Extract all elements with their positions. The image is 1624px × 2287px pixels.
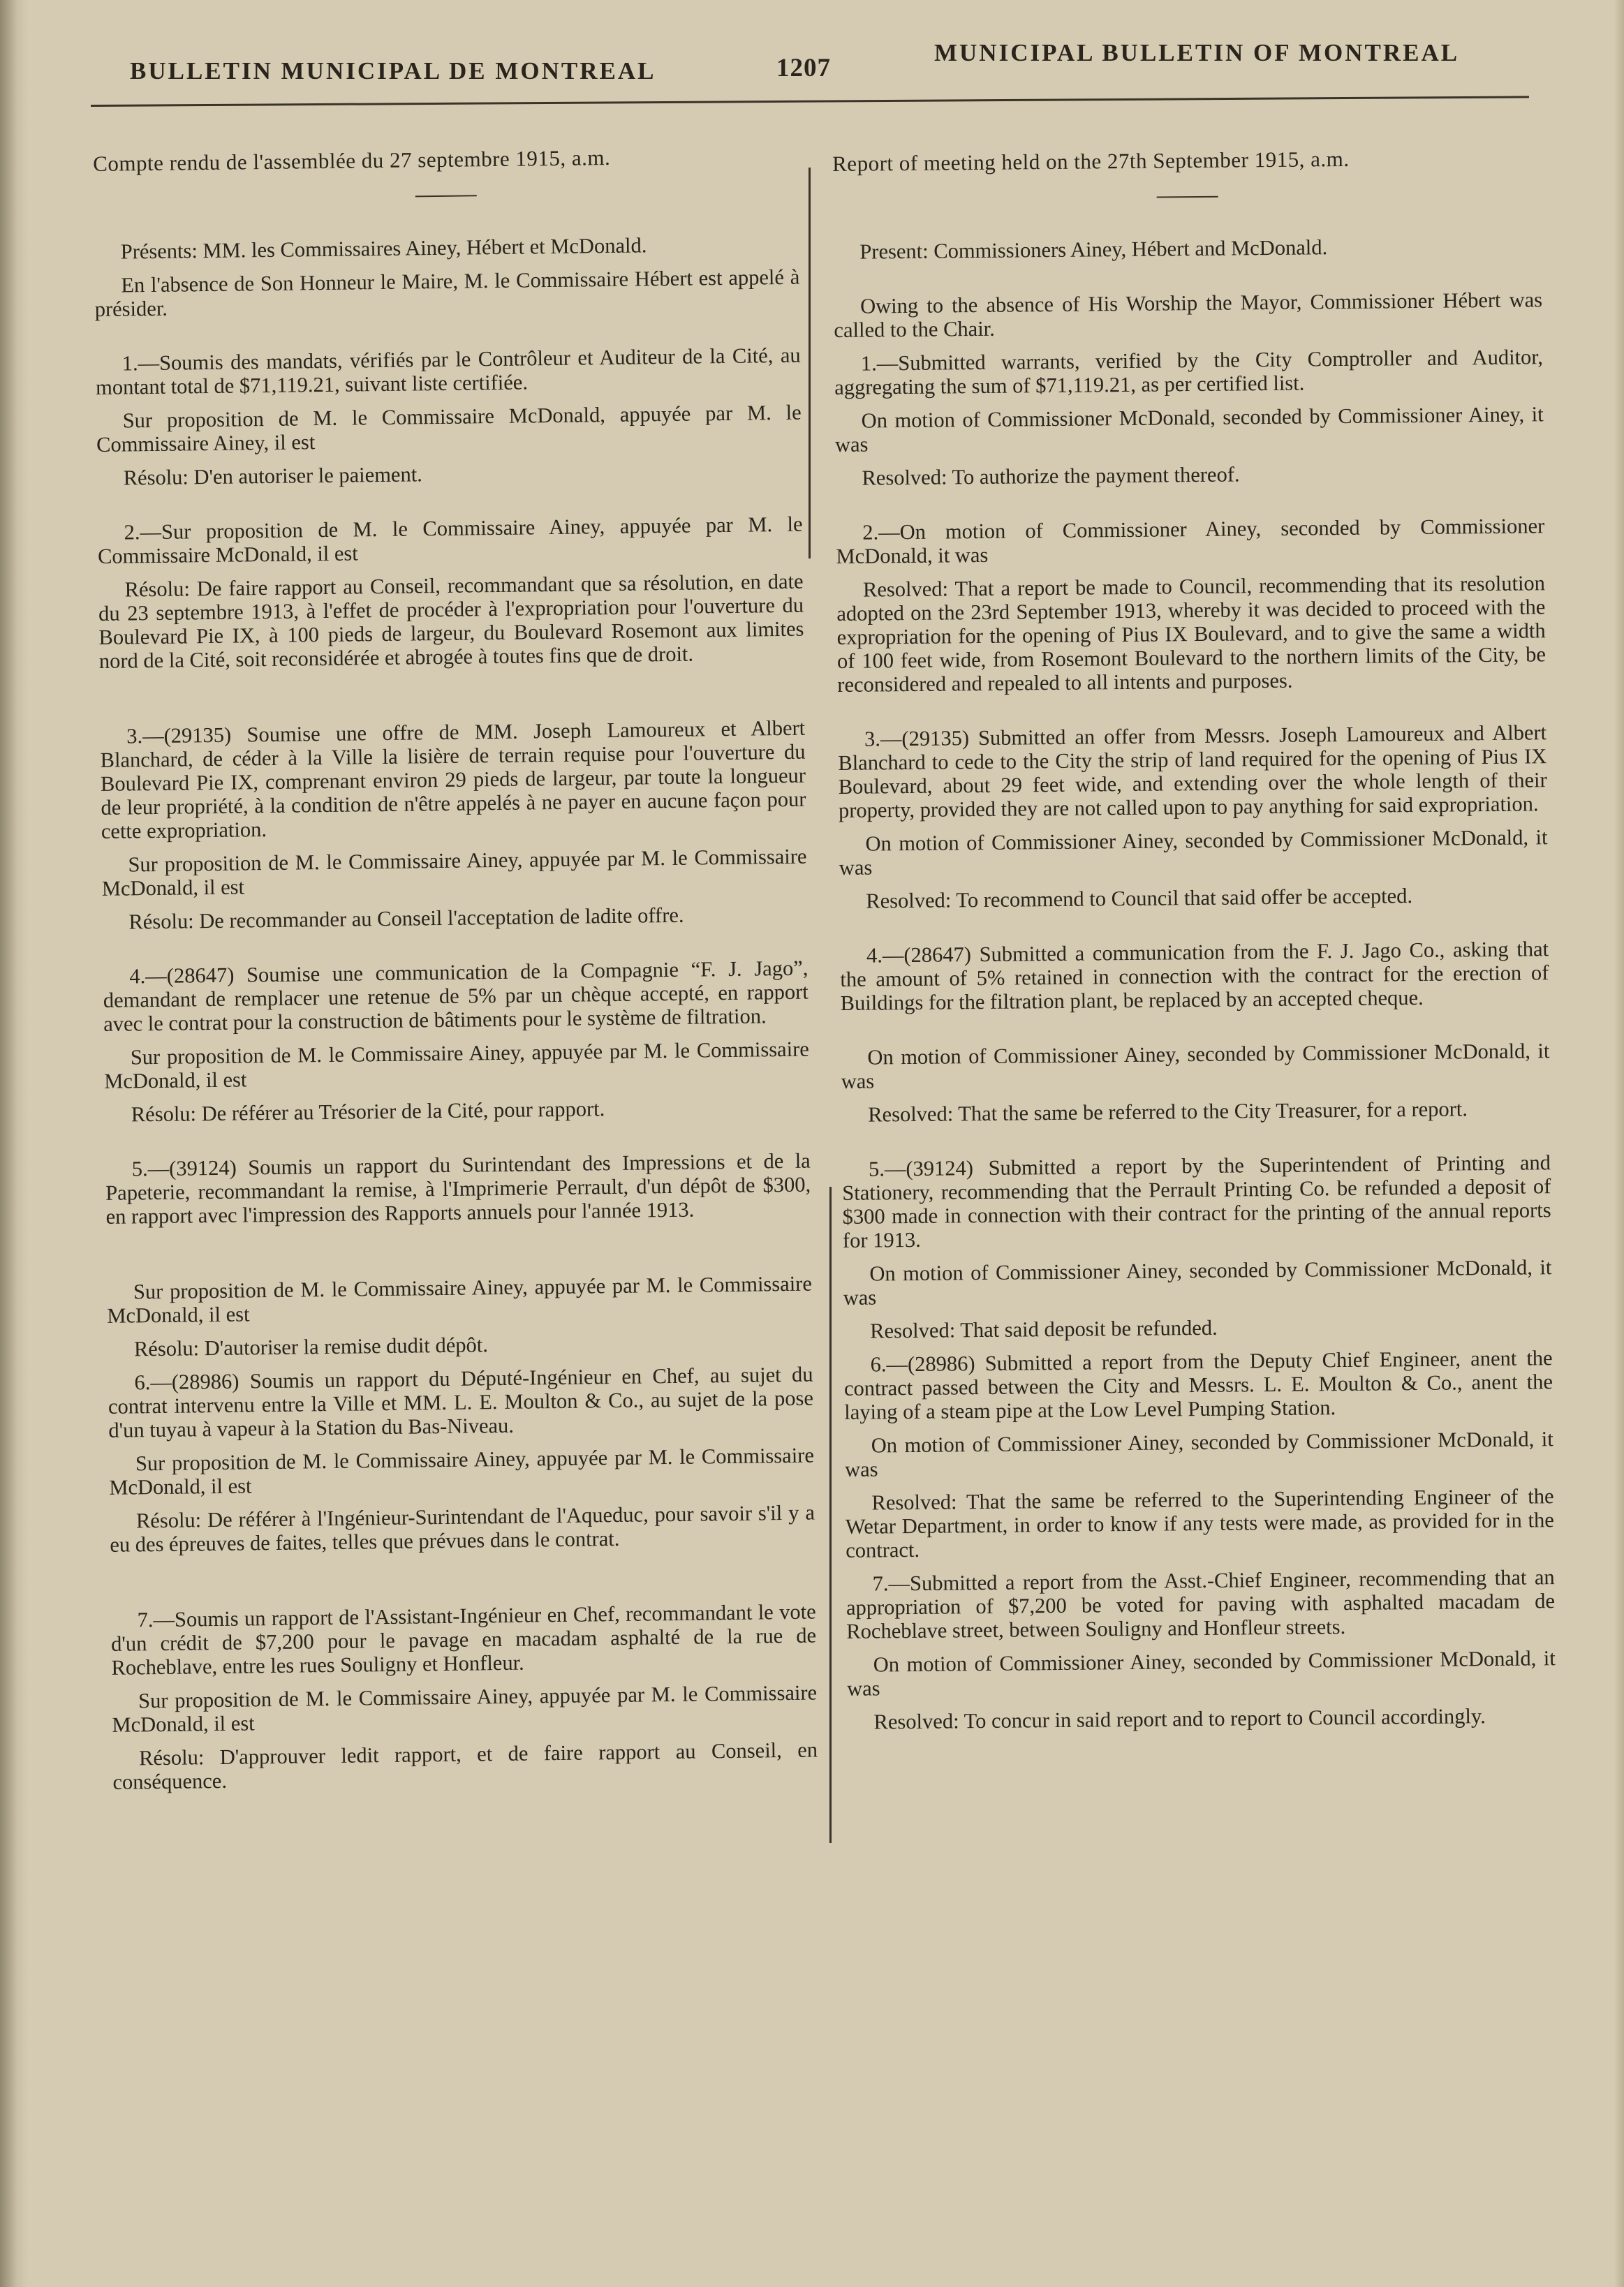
french-paragraph: Résolu: De faire rapport au Conseil, recommandant que sa résolution, en date du 23 septembre 1913, à l'effet de procéder à l'expropriation pour l'ouverture du Boulevard Pie IX, à 100 pieds de largeur, du Boulevard Rosemont aux limites nord de la Cité, soit reconsidérée et abrogée à toutes fins que de droit. [98, 569, 804, 673]
english-meeting-heading: Report of meeting held on the 27th September 1915, a.m. [832, 146, 1350, 176]
english-paragraph: 7.—Submitted a report from the Asst.-Chief Engineer, recommending that an appropriation of $7,200 be voted for paving with asphalted macadam de Rocheblave street, between Souligny and Honfleur streets. [846, 1565, 1556, 1643]
english-paragraph: Resolved: To concur in said report and to report to Council accordingly. [873, 1704, 1486, 1734]
french-paragraph: Résolu: De recommander au Conseil l'acceptation de ladite offre. [128, 903, 684, 934]
english-paragraph: Resolved: That the same be referred to the City Treasurer, for a report. [868, 1097, 1468, 1127]
english-paragraph: Owing to the absence of His Worship the Mayor, Commissioner Hébert was called to the Chair. [834, 288, 1543, 342]
english-paragraph: Present: Commissioners Ainey, Hébert and McDonald. [859, 235, 1328, 264]
french-paragraph: Résolu: D'approuver ledit rapport, et de faire rapport au Conseil, en conséquence. [112, 1738, 818, 1794]
french-paragraph: Résolu: De référer à l'Ingénieur-Surintendant de l'Aqueduc, pour savoir s'il y a eu des épreuves de faites, telles que prévues dans le contrat. [110, 1500, 815, 1557]
french-paragraph: Sur proposition de M. le Commissaire Ainey, appuyée par M. le Commissaire McDonald, il est [109, 1443, 815, 1500]
column-divider-upper [809, 168, 811, 558]
english-paragraph: On motion of Commissioner Ainey, seconded by Commissioner McDonald, it was [843, 1255, 1552, 1310]
french-paragraph: 1.—Soumis des mandats, vérifiés par le Contrôleur et Auditeur de la Cité, au montant total de $71,119.21, suivant liste certifiée. [95, 343, 801, 399]
english-paragraph: 5.—(39124) Submitted a report by the Superintendent of Printing and Stationery, recommending that the Perrault Printing Co. be refunded a deposit of $300 made in connection with their contract for the printing of the annual reports for 1913. [842, 1150, 1551, 1252]
page-number: 1207 [776, 54, 831, 82]
english-paragraph: Resolved: To recommend to Council that said offer be accepted. [866, 884, 1413, 913]
french-paragraph: 3.—(29135) Soumise une offre de MM. Joseph Lamoureux et Albert Blanchard, de céder à la Ville la lisière de terrain requise pour l'ouverture du Boulevard Pie IX, comprenant environ 29 pieds de largeur, par toute la longueur de leur propriété, à la condition de n'être appelés à ne payer en aucune façon pour cette expropriation. [100, 716, 806, 843]
english-column [832, 145, 1556, 1744]
french-paragraph: Sur proposition de M. le Commissaire McDonald, appuyée par M. le Commissaire Ainey, il est [96, 400, 802, 457]
english-paragraph: On motion of Commissioner Ainey, seconded by Commissioner McDonald, it was [846, 1646, 1556, 1701]
running-head-english: MUNICIPAL BULLETIN OF MONTREAL [934, 39, 1460, 66]
french-paragraph: Sur proposition de M. le Commissaire Ainey, appuyée par M. le Commissaire McDonald, il est [101, 844, 807, 901]
english-paragraph: 4.—(28647) Submitted a communication from the F. J. Jago Co., asking that the amount of 5% retained in connection with the contract for the erection of Buildings for the filtration plant, be replaced by an accepted cheque. [840, 937, 1549, 1015]
page-right-edge [1614, 0, 1624, 2287]
page-binding-edge [0, 0, 28, 2287]
french-paragraph: En l'absence de Son Honneur le Maire, M. le Commissaire Hébert est appelé à présider. [94, 265, 800, 321]
english-paragraph: 6.—(28986) Submitted a report from the Deputy Chief Engineer, anent the contract passed between the City and Messrs. L. E. Moulton & Co., anent the laying of a steam pipe at the Low Level Pumping Station. [843, 1346, 1553, 1424]
french-paragraph: Résolu: De référer au Trésorier de la Cité, pour rapport. [131, 1097, 605, 1127]
english-paragraph: On motion of Commissioner McDonald, seconded by Commissioner Ainey, it was [834, 402, 1544, 457]
french-paragraph: 2.—Sur proposition de M. le Commissaire Ainey, appuyée par M. le Commissaire McDonald, il est [97, 512, 803, 568]
header-rule [91, 96, 1529, 107]
english-section-rule [1156, 196, 1218, 198]
english-paragraph: On motion of Commissioner Ainey, seconded by Commissioner McDonald, it was [841, 1039, 1550, 1093]
french-paragraph: Sur proposition de M. le Commissaire Ainey, appuyée par M. le Commissaire McDonald, il est [104, 1037, 809, 1093]
french-paragraph: 4.—(28647) Soumise une communication de la Compagnie “F. J. Jago”, demandant de remplacer une retenue de 5% par un chèque accepté, en rapport avec le contrat pour la construction de bâtiments pour le système de filtration. [103, 956, 809, 1036]
french-paragraph: Sur proposition de M. le Commissaire Ainey, appuyée par M. le Commissaire McDonald, il est [107, 1271, 813, 1328]
english-paragraph: 1.—Submitted warrants, verified by the City Comptroller and Auditor, aggregating the sum of $71,119.21, as per certified list. [834, 345, 1544, 399]
french-paragraph: 5.—(39124) Soumis un rapport du Surintendant des Impressions et de la Papeterie, recommandant la remise, à l'Imprimerie Perrault, d'un dépôt de $300, en rapport avec l'impression des Rapports annuels pour l'année 1913. [105, 1148, 811, 1229]
french-column [93, 144, 818, 1804]
french-paragraph: Sur proposition de M. le Commissaire Ainey, appuyée par M. le Commissaire McDonald, il est [112, 1680, 818, 1737]
french-paragraph: 6.—(28986) Soumis un rapport du Député-Ingénieur en Chef, au sujet du contrat intervenu entre la Ville et MM. L. E. Moulton & Co., au sujet de la pose d'un tuyau à vapeur à la Station du Bas-Niveau. [108, 1362, 814, 1442]
french-paragraph: Présents: MM. les Commissaires Ainey, Hébert et McDonald. [120, 233, 647, 264]
french-meeting-heading: Compte rendu de l'assemblée du 27 septembre 1915, a.m. [92, 145, 611, 176]
french-paragraph: Résolu: D'autoriser la remise dudit dépôt. [133, 1333, 489, 1361]
english-paragraph: On motion of Commissioner Ainey, seconded by Commissioner McDonald, it was [844, 1427, 1553, 1481]
english-paragraph: 3.—(29135) Submitted an offer from Messrs. Joseph Lamoureux and Albert Blanchard to cede to the City the strip of land required for the opening of Pius IX Boulevard, about 29 feet wide, and extending over the whole length of their property, provided they are not called upon to pay anything for said expropriation. [838, 720, 1547, 822]
running-head-french: BULLETIN MUNICIPAL DE MONTREAL [130, 57, 656, 84]
english-paragraph: On motion of Commissioner Ainey, seconded by Commissioner McDonald, it was [839, 825, 1548, 880]
english-paragraph: 2.—On motion of Commissioner Ainey, seconded by Commissioner McDonald, it was [836, 514, 1545, 568]
english-paragraph: Resolved: That said deposit be refunded. [870, 1315, 1218, 1343]
french-paragraph: 7.—Soumis un rapport de l'Assistant-Ingénieur en Chef, recommandant le vote d'un crédit de $7,200 pour le pavage en macadam asphalté de la rue de Rocheblave, entre les rues Souligny et Honfleur. [110, 1599, 817, 1680]
english-paragraph: Resolved: That the same be referred to the Superintending Engineer of the Wetar Department, in order to know if any tests were made, as provided for in the contract. [845, 1484, 1555, 1562]
english-paragraph: Resolved: That a report be made to Council, recommending that its resolution adopted on the 23rd September 1913, whereby it was decided to proceed with the expropriation for the opening of Pius IX Boulevard, and to give the same a width of 100 feet wide, from Rosemont Boulevard to the northern limits of the City, be reconsidered and repealed to all intents and purposes. [836, 571, 1547, 697]
column-divider-lower [829, 1187, 832, 1843]
french-paragraph: Résolu: D'en autoriser le paiement. [123, 462, 423, 490]
english-paragraph: Resolved: To authorize the payment thereof. [862, 462, 1240, 490]
french-section-rule [415, 195, 477, 197]
